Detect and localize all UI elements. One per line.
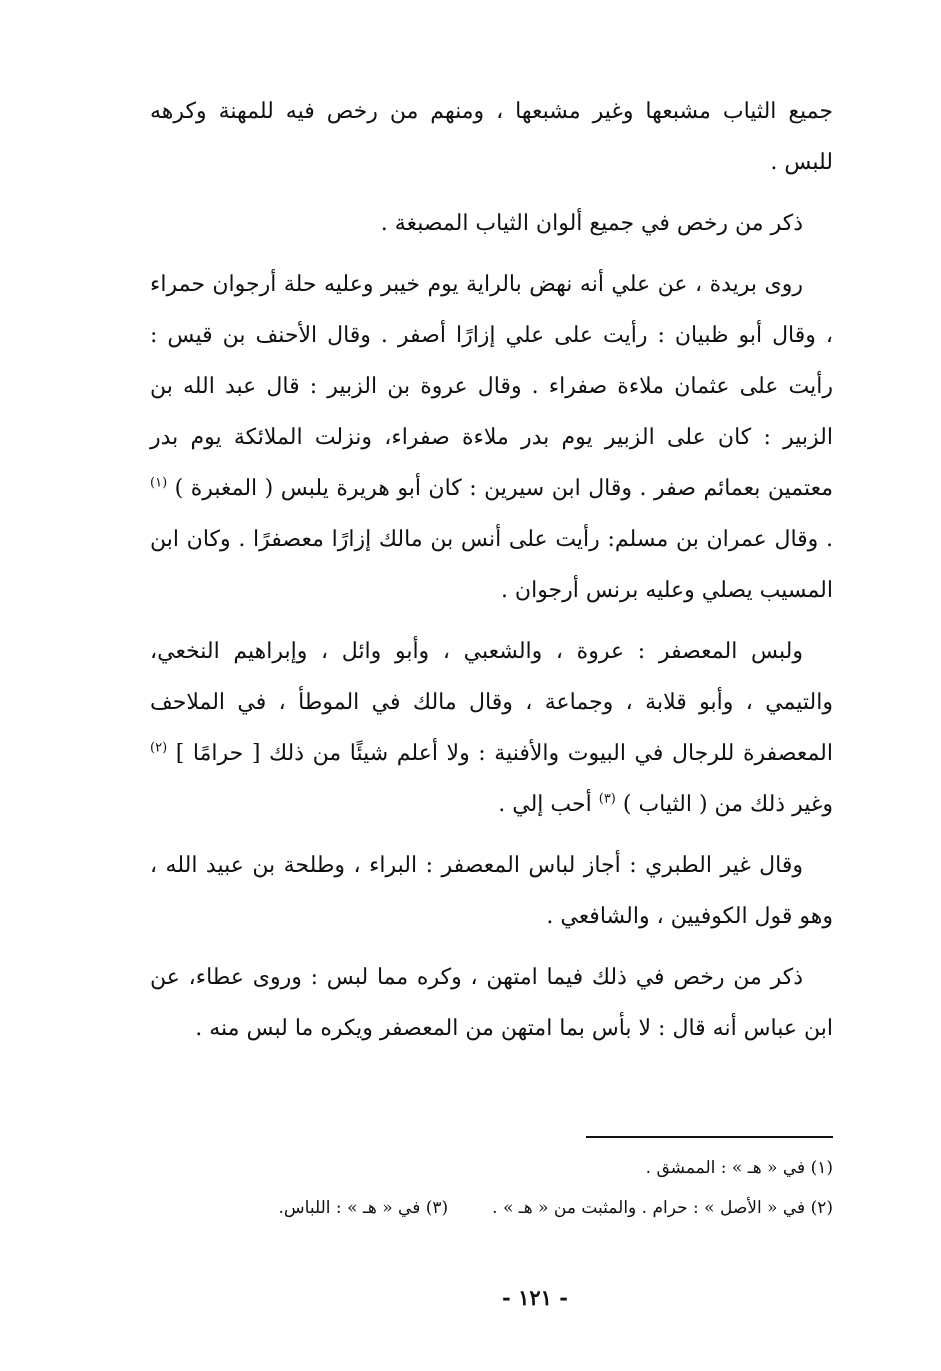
paragraph-3: [150, 259, 833, 616]
footnote-ref-3[interactable]: (٣): [598, 791, 616, 807]
paragraph-4-text: ولبس المعصفر : عروة ، والشعبي ، وأبو وائل ، وإبراهيم النخعي، والتيمي ، وأبو قلابة ، وجماعة ، وقال مالك في الموطأ ، في الملاحف المعصفرة للرجال في البيوت والأفنية : ولا أعلم شيئًا من ذلك [ حرامًا ]: [150, 639, 833, 766]
main-text: [150, 86, 833, 1064]
paragraph-1: [150, 86, 833, 188]
paragraph-4-text-after: أحب إلي .: [498, 792, 599, 817]
footnote-separator: [586, 1136, 833, 1138]
footnote-3: (٣) في « هـ » : اللباس.: [278, 1198, 449, 1218]
paragraph-5: [150, 840, 833, 942]
footnote-2: (٢) في « الأصل » : حرام . والمثبت من « هـ » .: [492, 1198, 833, 1218]
footnote-ref-1[interactable]: (١): [150, 475, 168, 491]
paragraph-4-text-mid: وغير ذلك من ( الثياب ): [622, 792, 833, 817]
paragraph-3-text: روى بريدة ، عن علي أنه نهض بالراية يوم خيبر وعليه حلة أرجوان حمراء ، وقال أبو ظبيان : رأيت على علي إزارًا أصفر . وقال الأحنف بن قيس : رأيت على عثمان ملاءة صفراء . وقال عروة بن الزبير : قال عبد الله بن الزبير : كان على الزبير يوم بدر ملاءة صفراء، ونزلت الملائكة يوم بدر معتمين بعمائم صفر . وقال ابن سيرين : كان أبو هريرة يلبس ( المغبرة ): [150, 272, 833, 501]
footnote-ref-2[interactable]: (٢): [150, 740, 168, 756]
paragraph-6: [150, 952, 833, 1054]
section-heading-text: ذكر من رخص في جميع ألوان الثياب المصبغة .: [380, 211, 803, 236]
paragraph-3-text-after: . وقال عمران بن مسلم: رأيت على أنس بن مالك إزارًا معصفرًا . وكان ابن المسيب يصلي وعليه برنس أرجوان .: [150, 527, 833, 603]
footnote-1: (١) في « هـ » : الممشق .: [645, 1158, 833, 1178]
paragraph-6-text: ذكر من رخص في ذلك فيما امتهن ، وكره مما لبس : وروى عطاء، عن ابن عباس أنه قال : لا بأس بما امتهن من المعصفر ويكره ما لبس منه .: [150, 965, 833, 1041]
footnote-row-2: [150, 1188, 833, 1228]
footnotes: [150, 1148, 833, 1228]
section-heading-all-colors: [150, 198, 833, 249]
paragraph-5-text: وقال غير الطبري : أجاز لباس المعصفر : البراء ، وطلحة بن عبيد الله ، وهو قول الكوفيين ، والشافعي .: [150, 853, 833, 929]
paragraph-1-text: جميع الثياب مشبعها وغير مشبعها ، ومنهم من رخص فيه للمهنة وكرهه للبس .: [150, 99, 833, 175]
paragraph-4: [150, 626, 833, 830]
page-number: - ١٢١ -: [502, 1285, 568, 1310]
